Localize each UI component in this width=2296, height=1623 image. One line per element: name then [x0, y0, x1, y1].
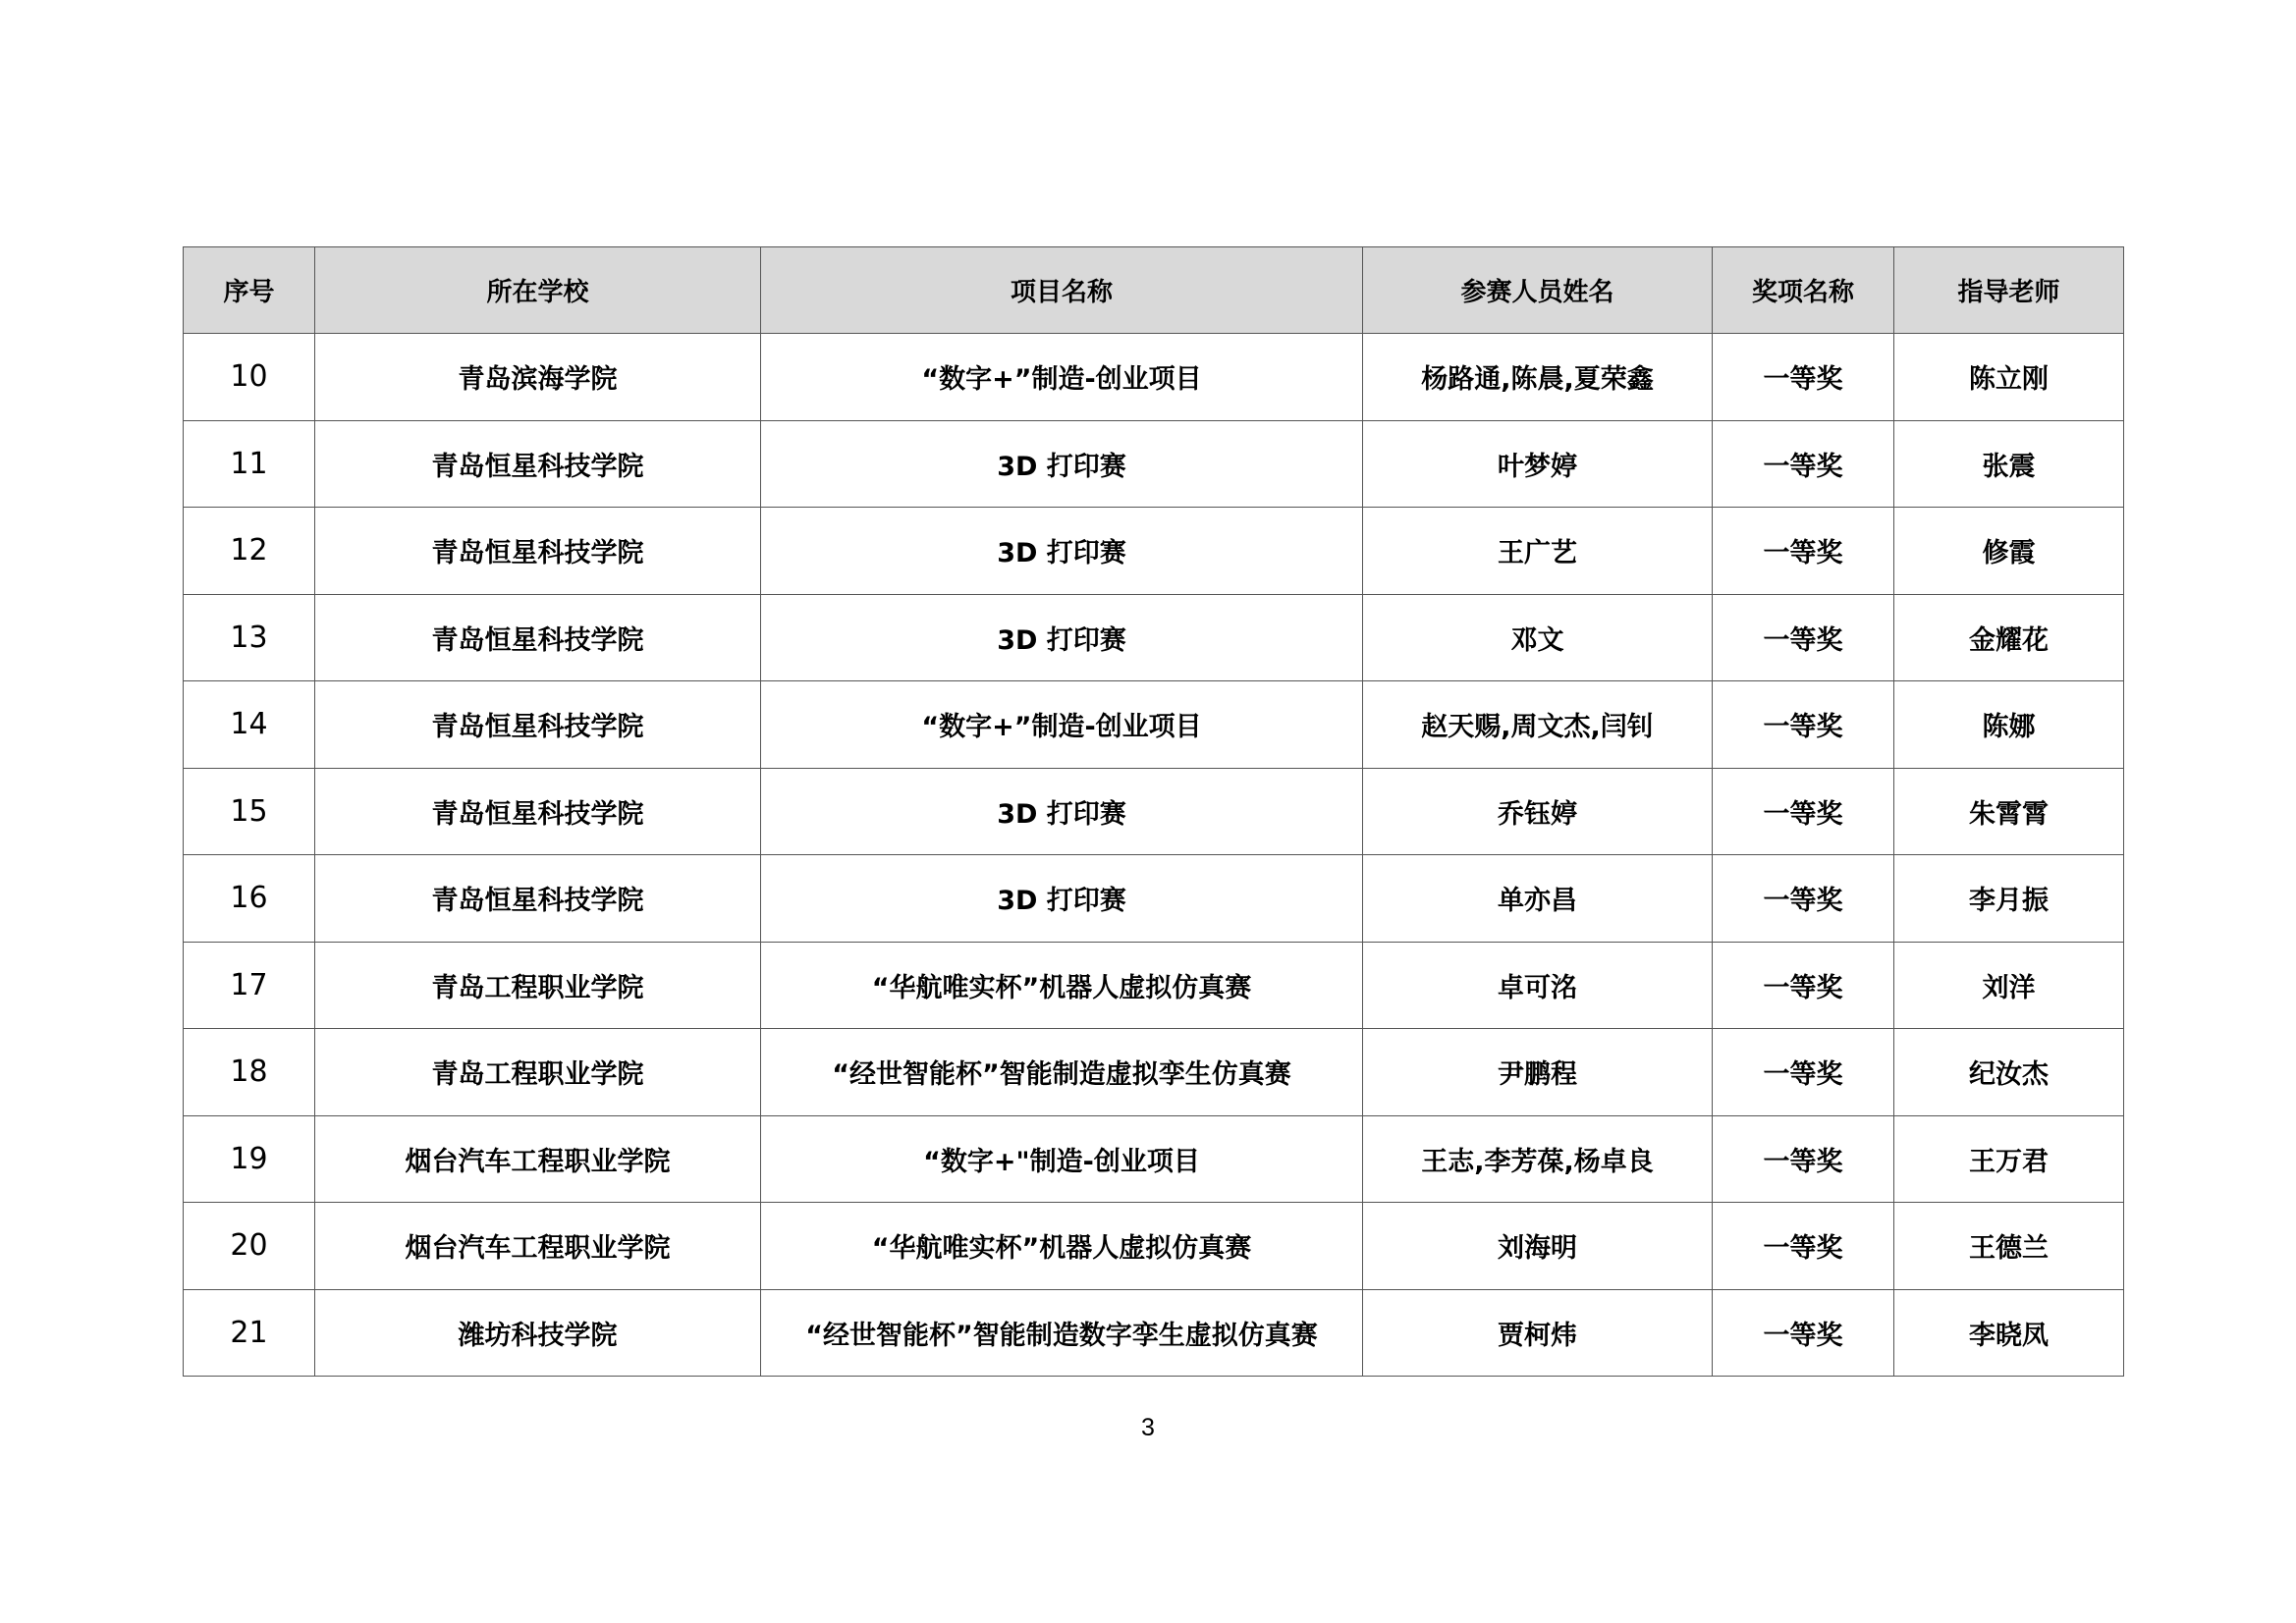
cell-no: 12: [184, 508, 315, 595]
cell-no: 14: [184, 681, 315, 769]
cell-no: 11: [184, 420, 315, 508]
cell-award: 一等奖: [1713, 1289, 1894, 1377]
header-col-project: 项目名称: [761, 247, 1363, 334]
cell-project: 3D 打印赛: [761, 768, 1363, 855]
cell-no: 10: [184, 334, 315, 421]
cell-no: 18: [184, 1029, 315, 1116]
cell-award: 一等奖: [1713, 681, 1894, 769]
cell-school: 青岛恒星科技学院: [315, 681, 761, 769]
cell-project: “经世智能杯”智能制造虚拟孪生仿真赛: [761, 1029, 1363, 1116]
cell-school: 烟台汽车工程职业学院: [315, 1203, 761, 1290]
cell-school: 青岛滨海学院: [315, 334, 761, 421]
cell-advisor: 陈娜: [1894, 681, 2124, 769]
cell-award: 一等奖: [1713, 334, 1894, 421]
table-header: [184, 247, 2124, 334]
table-row: [184, 681, 2124, 769]
cell-advisor: 修霞: [1894, 508, 2124, 595]
cell-participants: 刘海明: [1363, 1203, 1713, 1290]
page-number: 3: [1141, 1414, 1155, 1441]
cell-advisor: 李月振: [1894, 855, 2124, 943]
cell-no: 17: [184, 942, 315, 1029]
cell-school: 青岛恒星科技学院: [315, 594, 761, 681]
cell-participants: 赵天赐,周文杰,闫钊: [1363, 681, 1713, 769]
cell-advisor: 朱霄霄: [1894, 768, 2124, 855]
cell-project: “数字+”制造-创业项目: [761, 334, 1363, 421]
cell-award: 一等奖: [1713, 508, 1894, 595]
table-row: [184, 768, 2124, 855]
cell-advisor: 王德兰: [1894, 1203, 2124, 1290]
table-row: [184, 508, 2124, 595]
cell-award: 一等奖: [1713, 855, 1894, 943]
table-row: [184, 1289, 2124, 1377]
cell-project: 3D 打印赛: [761, 594, 1363, 681]
table-row: [184, 1115, 2124, 1203]
cell-award: 一等奖: [1713, 1115, 1894, 1203]
header-col-participants: 参赛人员姓名: [1363, 247, 1713, 334]
header-col-no: 序号: [184, 247, 315, 334]
table-row: [184, 942, 2124, 1029]
cell-participants: 卓可洺: [1363, 942, 1713, 1029]
cell-award: 一等奖: [1713, 420, 1894, 508]
cell-participants: 单亦昌: [1363, 855, 1713, 943]
cell-project: 3D 打印赛: [761, 855, 1363, 943]
cell-award: 一等奖: [1713, 768, 1894, 855]
cell-participants: 叶梦婷: [1363, 420, 1713, 508]
header-col-school: 所在学校: [315, 247, 761, 334]
cell-no: 13: [184, 594, 315, 681]
header-col-award: 奖项名称: [1713, 247, 1894, 334]
cell-award: 一等奖: [1713, 1203, 1894, 1290]
cell-advisor: 王万君: [1894, 1115, 2124, 1203]
awards-table: [183, 246, 2124, 1377]
cell-participants: 杨路通,陈晨,夏荣鑫: [1363, 334, 1713, 421]
cell-no: 15: [184, 768, 315, 855]
cell-participants: 王志,李芳葆,杨卓良: [1363, 1115, 1713, 1203]
cell-no: 20: [184, 1203, 315, 1290]
cell-project: “数字+”制造-创业项目: [761, 681, 1363, 769]
cell-participants: 王广艺: [1363, 508, 1713, 595]
table-row: [184, 334, 2124, 421]
cell-no: 19: [184, 1115, 315, 1203]
cell-participants: 乔钰婷: [1363, 768, 1713, 855]
table-row: [184, 1203, 2124, 1290]
cell-award: 一等奖: [1713, 942, 1894, 1029]
cell-advisor: 张震: [1894, 420, 2124, 508]
cell-advisor: 李晓凤: [1894, 1289, 2124, 1377]
cell-participants: 邓文: [1363, 594, 1713, 681]
table-body: [184, 334, 2124, 1377]
header-col-advisor: 指导老师: [1894, 247, 2124, 334]
cell-no: 16: [184, 855, 315, 943]
cell-school: 青岛恒星科技学院: [315, 508, 761, 595]
cell-school: 青岛工程职业学院: [315, 1029, 761, 1116]
cell-award: 一等奖: [1713, 1029, 1894, 1116]
cell-project: “华航唯实杯”机器人虚拟仿真赛: [761, 1203, 1363, 1290]
table-row: [184, 594, 2124, 681]
cell-award: 一等奖: [1713, 594, 1894, 681]
cell-advisor: 陈立刚: [1894, 334, 2124, 421]
table-row: [184, 1029, 2124, 1116]
cell-participants: 尹鹏程: [1363, 1029, 1713, 1116]
header-row: [184, 247, 2124, 334]
cell-project: 3D 打印赛: [761, 420, 1363, 508]
cell-advisor: 纪汝杰: [1894, 1029, 2124, 1116]
cell-participants: 贾柯炜: [1363, 1289, 1713, 1377]
cell-school: 青岛工程职业学院: [315, 942, 761, 1029]
cell-project: “数字+"制造-创业项目: [761, 1115, 1363, 1203]
table-row: [184, 420, 2124, 508]
cell-no: 21: [184, 1289, 315, 1377]
cell-project: “华航唯实杯”机器人虚拟仿真赛: [761, 942, 1363, 1029]
cell-advisor: 金耀花: [1894, 594, 2124, 681]
cell-project: 3D 打印赛: [761, 508, 1363, 595]
table-row: [184, 855, 2124, 943]
cell-project: “经世智能杯”智能制造数字孪生虚拟仿真赛: [761, 1289, 1363, 1377]
cell-school: 潍坊科技学院: [315, 1289, 761, 1377]
cell-school: 烟台汽车工程职业学院: [315, 1115, 761, 1203]
cell-school: 青岛恒星科技学院: [315, 420, 761, 508]
cell-advisor: 刘洋: [1894, 942, 2124, 1029]
cell-school: 青岛恒星科技学院: [315, 768, 761, 855]
cell-school: 青岛恒星科技学院: [315, 855, 761, 943]
